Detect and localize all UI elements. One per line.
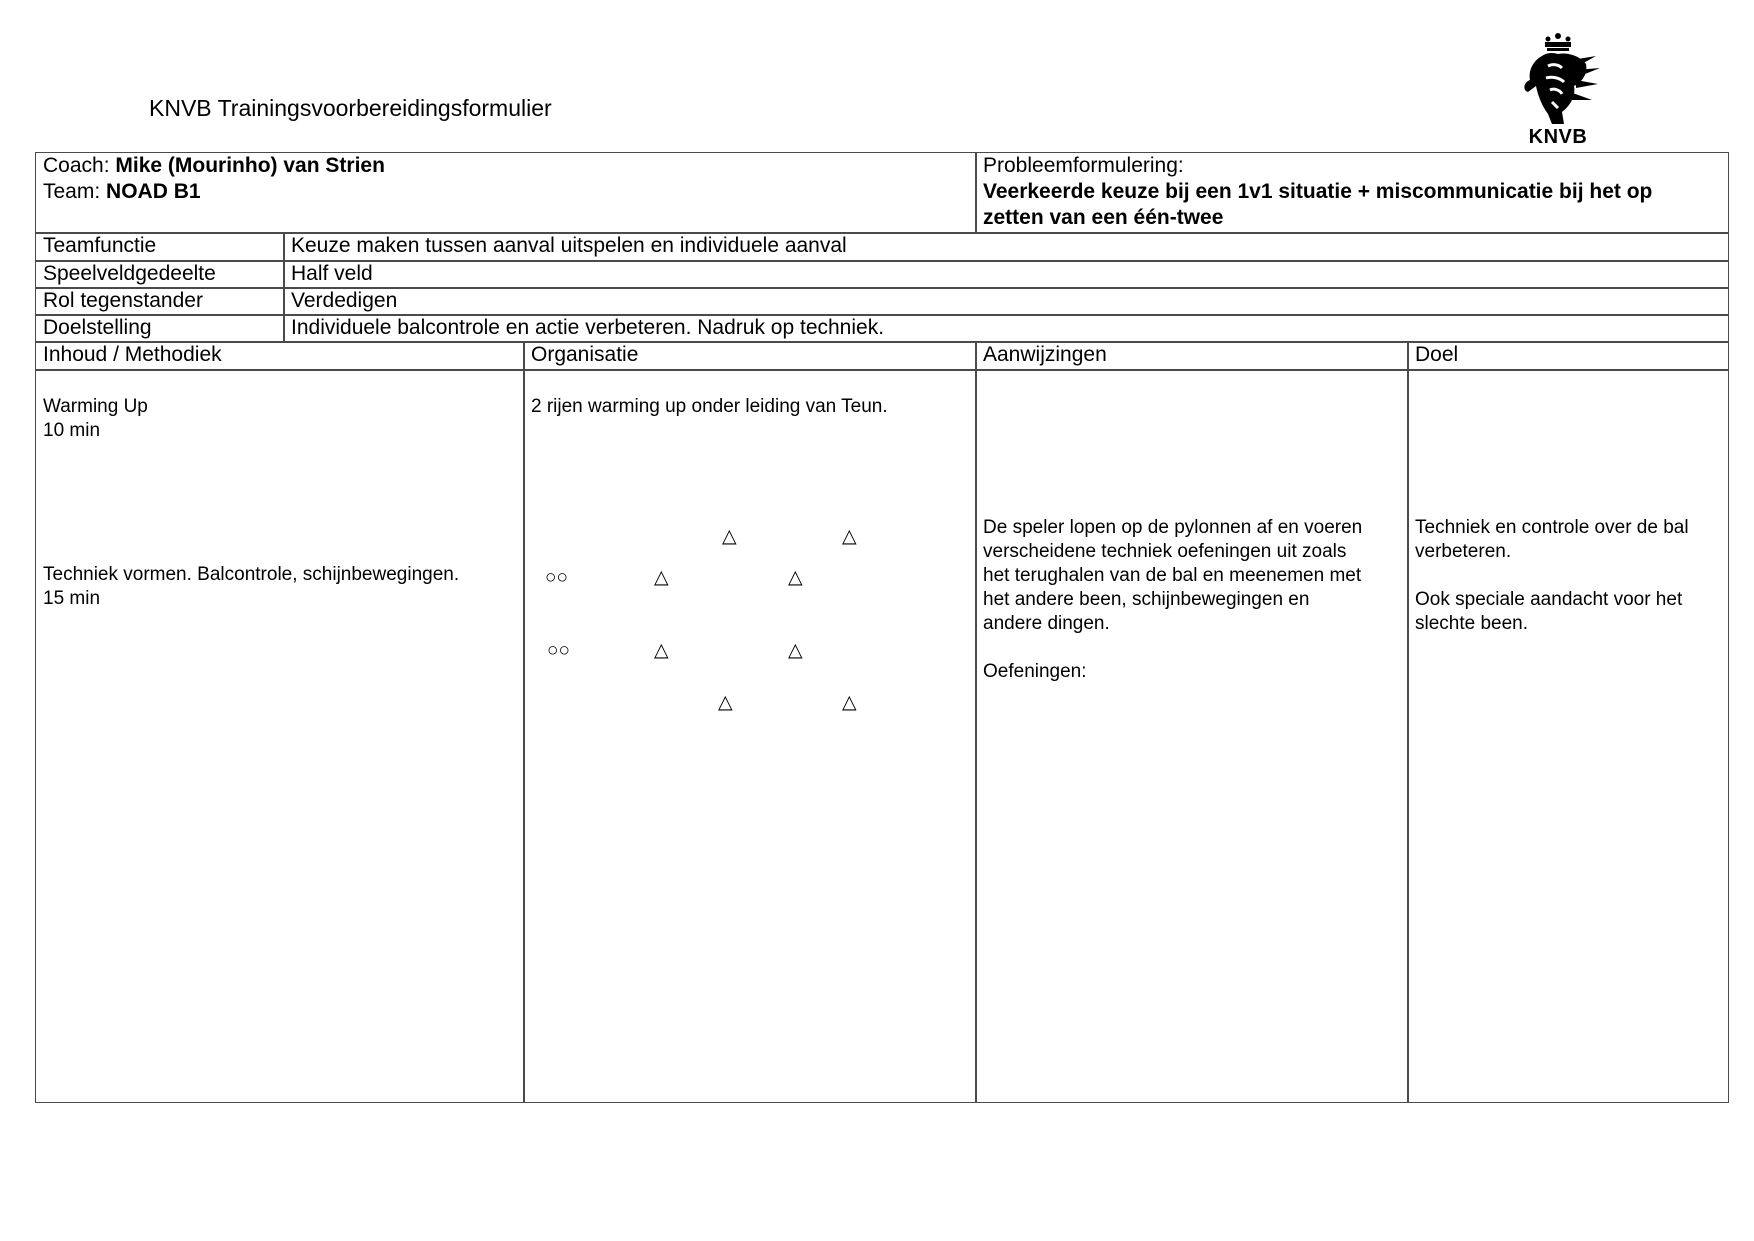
field-value-rol-tegenstander: Verdedigen xyxy=(291,289,398,312)
team-line xyxy=(43,179,201,205)
col-divider xyxy=(523,341,525,1102)
aanwijzingen-line-1: De speler lopen op de pylonnen af en voeren xyxy=(983,517,1363,538)
row-divider xyxy=(36,260,1728,262)
field-value-doelstelling: Individuele balcontrole en actie verbeteren. Nadruk op techniek. xyxy=(291,316,885,339)
col-divider xyxy=(1407,341,1409,1102)
field-label-teamfunctie: Teamfunctie xyxy=(43,234,157,257)
doel-line-1: Techniek en controle over de bal xyxy=(1415,517,1689,538)
cone-icon: △ xyxy=(722,526,737,547)
organisatie-text: 2 rijen warming up onder leiding van Teun. xyxy=(531,396,888,417)
cone-icon: △ xyxy=(842,692,857,713)
aanwijzingen-oefeningen: Oefeningen: xyxy=(983,661,1087,682)
logo-wordmark: KNVB xyxy=(1528,126,1588,148)
column-header-aanwijzingen: Aanwijzingen xyxy=(983,343,1107,366)
team-label: Team: xyxy=(43,180,101,203)
cone-icon: △ xyxy=(842,526,857,547)
row-divider xyxy=(36,232,1728,234)
row-divider xyxy=(36,369,1728,371)
coach-name: Mike (Mourinho) van Strien xyxy=(115,154,385,177)
problem-line-1: Veerkeerde keuze bij een 1v1 situatie + miscommunicatie bij het op xyxy=(983,180,1653,203)
col-divider xyxy=(975,341,977,1102)
inhoud-block1-title: Warming Up xyxy=(43,396,148,417)
col-divider xyxy=(283,232,285,341)
inhoud-block2-time: 15 min xyxy=(43,588,101,609)
players-icon: ○○ xyxy=(547,640,570,661)
field-label-speelveldgedeelte: Speelveldgedeelte xyxy=(43,262,216,285)
aanwijzingen-line-5: andere dingen. xyxy=(983,613,1110,634)
inhoud-block2-title: Techniek vormen. Balcontrole, schijnbewegingen. xyxy=(43,564,460,585)
inhoud-block1-time: 10 min xyxy=(43,420,101,441)
cone-icon: △ xyxy=(654,640,669,661)
doel-line-2: verbeteren. xyxy=(1415,541,1512,562)
field-value-speelveldgedeelte: Half veld xyxy=(291,262,373,285)
coach-line xyxy=(43,153,385,179)
cone-icon: △ xyxy=(788,640,803,661)
players-icon: ○○ xyxy=(545,567,568,588)
cone-icon: △ xyxy=(788,567,803,588)
column-header-doel: Doel xyxy=(1415,343,1459,366)
aanwijzingen-line-4: het andere been, schijnbewegingen en xyxy=(983,589,1310,610)
cone-icon: △ xyxy=(718,692,733,713)
aanwijzingen-line-3: het terughalen van de bal en meenemen met xyxy=(983,565,1362,586)
field-label-doelstelling: Doelstelling xyxy=(43,316,152,339)
cone-icon: △ xyxy=(654,567,669,588)
training-form-table xyxy=(35,152,1729,1103)
field-value-teamfunctie: Keuze maken tussen aanval uitspelen en individuele aanval xyxy=(291,234,847,257)
lion-crest-icon xyxy=(1512,30,1604,126)
col-divider xyxy=(975,153,977,232)
team-name: NOAD B1 xyxy=(106,180,201,203)
field-label-rol-tegenstander: Rol tegenstander xyxy=(43,289,203,312)
doel-line-3: Ook speciale aandacht voor het xyxy=(1415,589,1683,610)
document-title: KNVB Trainingsvoorbereidingsformulier xyxy=(149,95,552,121)
row-divider xyxy=(36,341,1728,343)
problem-line-2: zetten van een één-twee xyxy=(983,206,1224,229)
problem-label: Probleemformulering: xyxy=(983,154,1184,177)
doel-line-4: slechte been. xyxy=(1415,613,1529,634)
column-header-inhoud: Inhoud / Methodiek xyxy=(43,343,222,366)
knvb-logo xyxy=(1512,30,1604,148)
coach-label: Coach: xyxy=(43,154,110,177)
row-divider xyxy=(36,287,1728,289)
aanwijzingen-line-2: verscheidene techniek oefeningen uit zoals xyxy=(983,541,1347,562)
column-header-organisatie: Organisatie xyxy=(531,343,639,366)
